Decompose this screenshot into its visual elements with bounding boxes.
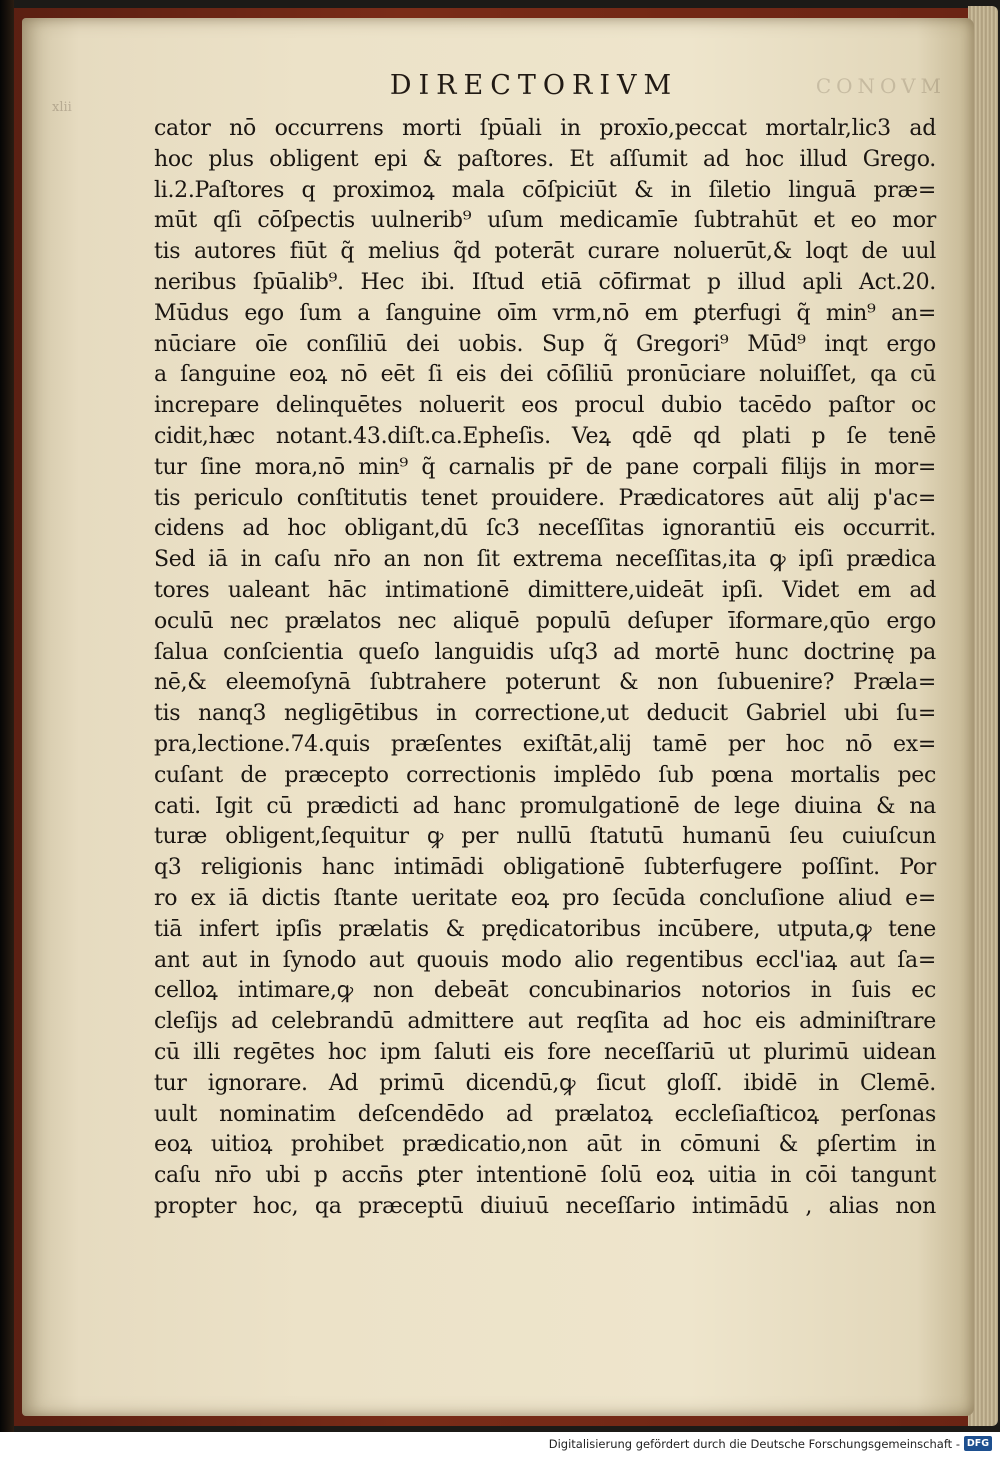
book-page xyxy=(22,18,974,1416)
text-line: eoꝝ uitioꝝ prohibet prædicatio,non aūt in cōmuni & ꝑſertim in xyxy=(154,1132,936,1158)
text-line: tis autores fiūt q̃ melius q̃d poterāt curare noluerūt,& loqt de uul xyxy=(154,239,936,265)
text-line: oculū nec prælatos nec aliquē populū deſuper īformare,qūo ergo xyxy=(154,608,936,634)
text-line: tis nanq3 negligētibus in correctione,ut deducit Gabriel ubi ſu= xyxy=(154,701,936,727)
text-line: celloꝝ intimare,ꝙ non debeāt concubinarios notorios in ſuis ec xyxy=(154,978,936,1004)
text-line: tis periculo conſtitutis tenet prouidere. Prædicatores aūt alij p'ac= xyxy=(154,485,936,511)
text-line: mūt qſi cōſpectis uulnerib⁹ uſum medicamīe ſubtrahūt et eo mor xyxy=(154,208,936,234)
text-line: cuſant de præcepto correctionis implēdo ſub pœna mortalis pec xyxy=(154,762,936,788)
text-block xyxy=(154,114,936,1223)
text-line: a ſanguine eoꝝ nō eēt ſi eis dei cōſiliū pronūciare noluiſſet, qa cū xyxy=(154,362,936,388)
text-line: neribus ſpūalib⁹. Hec ibi. Iſtud etiā cōfirmat p illud apli Act.20. xyxy=(154,269,936,295)
text-line: cū illi regētes hoc ipm ſaluti eis fore neceſſariū ut plurimū uidean xyxy=(154,1039,936,1065)
text-line: li.2.Paſtores q proximoꝝ mala cōſpiciūt & in ſiletio linguā præ= xyxy=(154,177,936,203)
text-line: ſalua conſcientia queſo languidis uſq3 ad mortē hunc doctrinę pa xyxy=(154,639,936,665)
text-line: ant aut in ſynodo aut quouis modo alio regentibus eccl'iaꝝ aut ſa= xyxy=(154,947,936,973)
text-line: hoc plus obligent epi & paſtores. Et aſſumit ad hoc illud Grego. xyxy=(154,146,936,172)
show-through-folio: xlii xyxy=(52,100,72,115)
text-line: tur ignorare. Ad primū dicendū,ꝙ ſicut gloſſ. ibidē in Clemē. xyxy=(154,1070,936,1096)
text-line: increpare delinquētes noluerit eos procul dubio tacēdo paſtor oc xyxy=(154,393,936,419)
running-head: DIRECTORIVM xyxy=(389,70,679,101)
text-line: cidens ad hoc obligant,dū ſc3 neceſſitas ignorantiū eis occurrit. xyxy=(154,516,936,542)
text-line: cati. Igit cū prædicti ad hanc promulgationē de lege diuina & na xyxy=(154,793,936,819)
show-through-heading: CONOVM xyxy=(815,74,946,98)
text-line: Sed iā in caſu nr̄o an non ſit extrema neceſſitas,ita ꝙ ipſi prædica xyxy=(154,547,936,573)
text-line: tores ualeant hāc intimationē dimittere,uideāt ipſi. Videt em ad xyxy=(154,577,936,603)
text-line: pra,lectione.74.quis præſentes exiſtāt,alij tamē per hoc nō ex= xyxy=(154,731,936,757)
text-line: cidit,hæc notant.43.diſt.ca.Epheſis. Veꝝ qdē qd plati p ſe tenē xyxy=(154,423,936,449)
text-line: turæ obligent,ſequitur ꝙ per nullū ſtatutū humanū ſeu cuiuſcun xyxy=(154,824,936,850)
text-line: nūciare oīe conſiliū dei uobis. Sup q̃ Gregori⁹ Mūd⁹ inqt ergo xyxy=(154,331,936,357)
text-line: caſu nr̄o ubi p accn̄s ꝑter intentionē ſolū eoꝝ uitia in cōi tangunt xyxy=(154,1163,936,1189)
dfg-logo[interactable]: DFG xyxy=(964,1436,992,1451)
text-line: cator nō occurrens morti ſpūali in proxīo,peccat mortalr,lic3 ad xyxy=(154,116,936,141)
text-line: ro ex iā dictis ſtante ueritate eoꝝ pro ſecūda concluſione aliud e= xyxy=(154,885,936,911)
funding-credit: Digitalisierung gefördert durch die Deutsche Forschungsgemeinschaft - xyxy=(548,1437,960,1451)
book-spine-edge xyxy=(0,0,14,1432)
text-line: tiā infert ipſis prælatis & prędicatoribus incūbere, utputa,ꝙ tene xyxy=(154,916,936,942)
footer-bar xyxy=(0,1432,1000,1457)
text-line: uult nominatim deſcendēdo ad prælatoꝝ eccleſiaſticoꝝ perſonas xyxy=(154,1101,936,1127)
text-line: tur ſine mora,nō min⁹ q̃ carnalis pr̄ de pane corpali filijs in mor= xyxy=(154,454,936,480)
text-line: nē,& eleemoſynā ſubtrahere poterunt & non ſubuenire? Præla= xyxy=(154,670,936,696)
text-line: Mūdus ego ſum a ſanguine oīm vrm,nō em ꝑterfugi q̃ min⁹ an= xyxy=(154,300,936,326)
text-line: cleſijs ad celebrandū admittere aut reqſita ad hoc eis adminiſtrare xyxy=(154,1009,936,1035)
text-line: propter hoc, qa præceptū diuiuū neceſſario intimādū , alias non xyxy=(154,1193,936,1219)
text-line: q3 religionis hanc intimādi obligationē ſubterfugere poſſint. Por xyxy=(154,855,936,881)
